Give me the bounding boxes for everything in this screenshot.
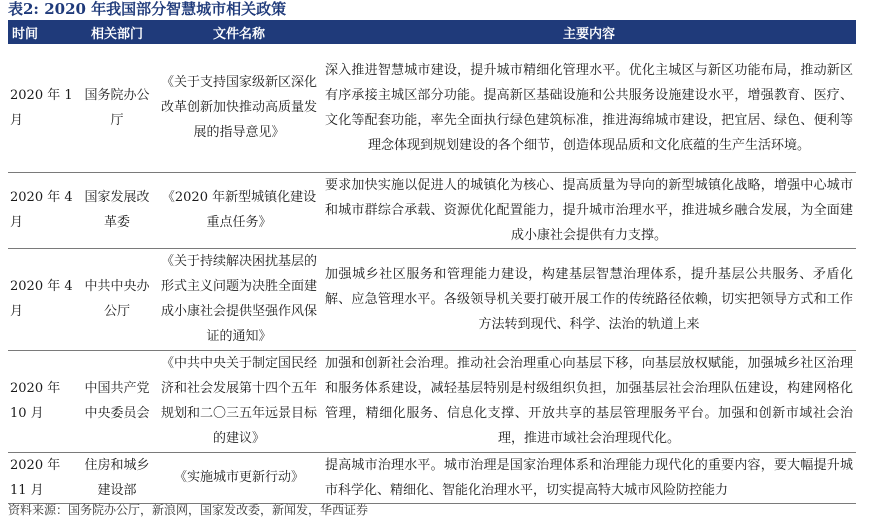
- cell-content: 加强和创新社会治理。推动社会治理重心向基层下移，向基层放权赋能，加强城乡社区治理和服务体系建设，减轻基层特别是村级组织负担，加强基层社会治理队伍建设，构建网格化管理，精细化服务、信息化支撑、开放共享的基层管理服务平台。加强和创新市域社会治理，推进市域社会治理现代化。: [322, 350, 856, 452]
- source-note: 资料来源：国务院办公厅，新浪网，国家发改委，新闻发，华西证券: [8, 503, 369, 517]
- cell-document: 《中共中央关于制定国民经济和社会发展第十四个五年规划和二〇三五年远景目标的建议》: [156, 350, 322, 452]
- cell-department: 国家发展改革委: [78, 172, 156, 248]
- table-row: [8, 172, 856, 248]
- cell-time: 2020 年 1 月: [8, 44, 78, 172]
- cell-document: 《关于持续解决困扰基层的形式主义问题为决胜全面建成小康社会提供坚强作风保证的通知》: [156, 248, 322, 350]
- cell-department: 中国共产党中央委员会: [78, 350, 156, 452]
- table-row: [8, 350, 856, 452]
- table-title: 表2: 2020 年我国部分智慧城市相关政策: [8, 0, 287, 18]
- table-header-row: [8, 20, 856, 44]
- cell-department: 住房和城乡建设部: [78, 452, 156, 503]
- header-document: 文件名称: [212, 26, 265, 42]
- header-content: 主要内容: [562, 26, 615, 42]
- cell-time: 2020 年 10 月: [8, 350, 78, 452]
- table-row: [8, 248, 856, 350]
- header-time: 时间: [12, 26, 39, 42]
- cell-time: 2020 年 11 月: [8, 452, 78, 503]
- cell-content: 要求加快实施以促进人的城镇化为核心、提高质量为导向的新型城镇化战略，增强中心城市和城市群综合承载、资源优化配置能力，提升城市治理水平，推进城乡融合发展，为全面建成小康社会提供有力支撑。: [322, 172, 856, 248]
- cell-department: 中共中央办公厅: [78, 248, 156, 350]
- cell-time: 2020 年 4 月: [8, 248, 78, 350]
- cell-content: 提高城市治理水平。城市治理是国家治理体系和治理能力现代化的重要内容，要大幅提升城市科学化、精细化、智能化治理水平，切实提高特大城市风险防控能力: [322, 452, 856, 503]
- cell-department: 国务院办公厅: [78, 44, 156, 172]
- table-row: [8, 452, 856, 503]
- header-department: 相关部门: [90, 26, 143, 42]
- policy-table: [8, 20, 856, 504]
- cell-document: 《2020 年新型城镇化建设重点任务》: [156, 172, 322, 248]
- cell-document: 《关于支持国家级新区深化改革创新加快推动高质量发展的指导意见》: [156, 44, 322, 172]
- cell-time: 2020 年 4 月: [8, 172, 78, 248]
- cell-content: 加强城乡社区服务和管理能力建设，构建基层智慧治理体系，提升基层公共服务、矛盾化解、应急管理水平。各级领导机关要打破开展工作的传统路径依赖，切实把领导方式和工作方法转到现代、科学、法治的轨道上来: [322, 248, 856, 350]
- cell-content: 深入推进智慧城市建设，提升城市精细化管理水平。优化主城区与新区功能布局，推动新区有序承接主城区部分功能。提高新区基础设施和公共服务设施建设水平，增强教育、医疗、文化等配套功能，率先全面执行绿色建筑标准，推进海绵城市建设，把宜居、绿色、便利等理念体现到规划建设的各个细节，创造体现品质和文化底蕴的生产生活环境。: [322, 44, 856, 172]
- table-row: [8, 44, 856, 172]
- cell-document: 《实施城市更新行动》: [156, 452, 322, 503]
